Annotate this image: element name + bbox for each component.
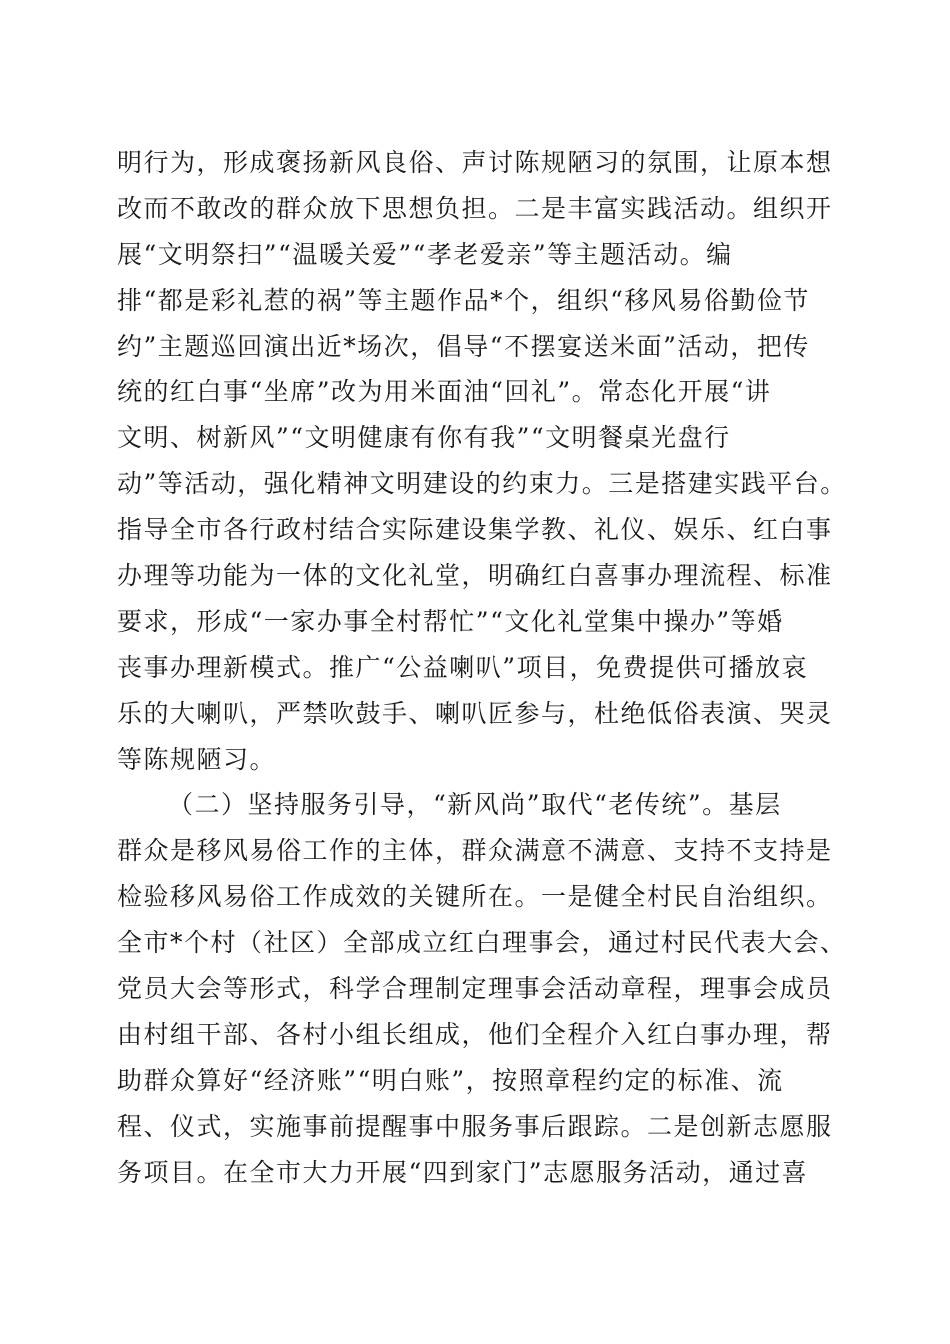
paragraph-line: 群众是移风易俗工作的主体，群众满意不满意、支持不支持是	[117, 836, 833, 866]
paragraph-line: 统的红白事“坐席”改为用米面油“回礼”。常态化开展“讲	[117, 377, 772, 407]
paragraph-line: 办理等功能为一体的文化礼堂，明确红白喜事办理流程、标准	[117, 561, 833, 591]
paragraph-line: 检验移风易俗工作成效的关键所在。一是健全村民自治组织。	[117, 882, 833, 912]
paragraph-line: 务项目。在全市大力开展“四到家门”志愿服务活动，通过喜	[117, 1157, 809, 1187]
paragraph-line: 明行为，形成褒扬新风良俗、声讨陈规陋习的氛围，让原本想	[117, 148, 833, 177]
paragraph-line: 指导全市各行政村结合实际建设集学教、礼仪、娱乐、红白事	[117, 515, 833, 545]
paragraph-line: 要求，形成“一家办事全村帮忙”“文化礼堂集中操办”等婚	[117, 606, 784, 636]
paragraph-line: 约”主题巡回演出近*场次，倡导“不摆宴送米面”活动，把传	[117, 331, 810, 361]
paragraph-line: 文明、树新风”“文明健康有你有我”“文明餐桌光盘行	[117, 423, 731, 453]
paragraph-line: 展“文明祭扫”“温暖关爱”“孝老爱亲”等主题活动。编	[117, 239, 733, 269]
paragraph-line: 乐的大喇叭，严禁吹鼓手、喇叭匠参与，杜绝低俗表演、哭灵	[117, 698, 833, 728]
paragraph-line: 助群众算好“经济账”“明白账”，按照章程约定的标准、流	[117, 1065, 784, 1095]
paragraph-line: 丧事办理新模式。推广“公益喇叭”项目，免费提供可播放哀	[117, 652, 809, 682]
paragraph-line: 排“都是彩礼惹的祸”等主题作品*个，组织“移风易俗勤俭节	[117, 285, 810, 315]
paragraph-line: 等陈规陋习。	[117, 744, 277, 774]
paragraph-line: 由村组干部、各村小组长组成，他们全程介入红白事办理，帮	[117, 1019, 833, 1049]
section-heading-line: （二）坚持服务引导，“新风尚”取代“老传统”。基层	[168, 790, 782, 820]
body-text	[117, 140, 847, 1195]
paragraph-line: 党员大会等形式，科学合理制定理事会活动章程，理事会成员	[117, 974, 833, 1004]
paragraph-line: 程、仪式，实施事前提醒事中服务事后跟踪。二是创新志愿服	[117, 1111, 833, 1141]
paragraph-line: 动”等活动，强化精神文明建设的约束力。三是搭建实践平台。	[117, 469, 847, 499]
paragraph-line: 改而不敢改的群众放下思想负担。二是丰富实践活动。组织开	[117, 193, 833, 223]
paragraph-line: 全市*个村（社区）全部成立红白理事会，通过村民代表大会、	[117, 928, 847, 958]
